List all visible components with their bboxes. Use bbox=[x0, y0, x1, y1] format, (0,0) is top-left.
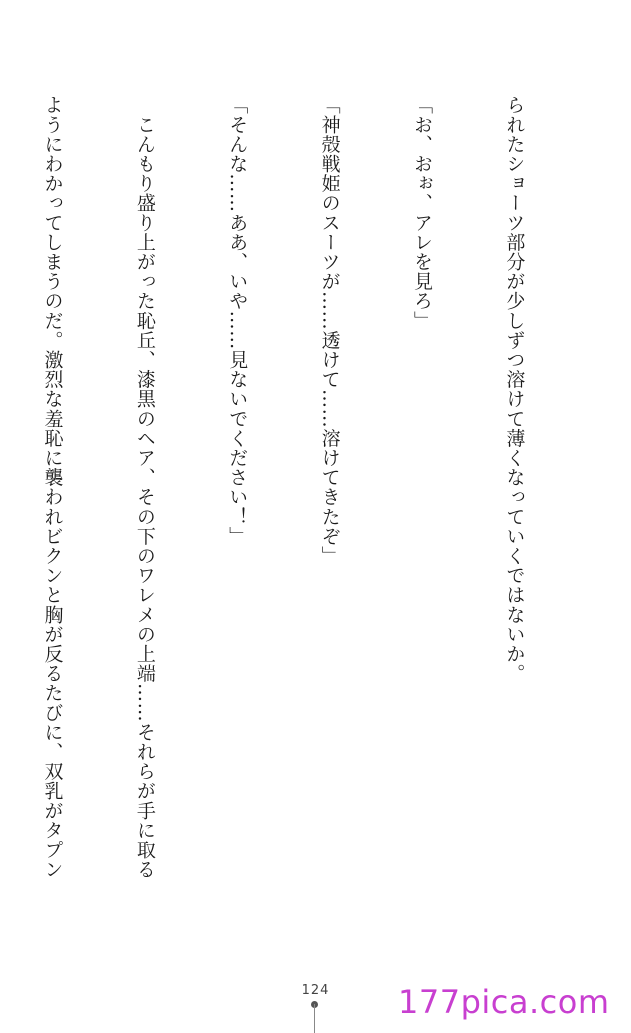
watermark-text: 177pica.com bbox=[398, 983, 610, 1021]
text-line-4: 「そんな……ああ、いや……見ないでください！」 bbox=[226, 95, 249, 546]
novel-body-text bbox=[41, 95, 591, 995]
text-line-3: 「神殻戦姫のスーツが……透けて……溶けてきたぞ」 bbox=[318, 95, 341, 566]
text-line-2: 「お、おぉ、アレを見ろ」 bbox=[411, 95, 434, 331]
text-line-6: ようにわかってしまうのだ。激烈な羞恥に襲われビクンと胸が反るたびに、双乳がタプン bbox=[41, 95, 64, 879]
folio-stem-ornament bbox=[314, 1004, 315, 1033]
page-number: 124 bbox=[301, 983, 330, 998]
text-line-5: こんもり盛り上がった恥丘、漆黒のヘア、その下のワレメの上端……それらが手に取る bbox=[133, 95, 156, 879]
text-line-1: られたショーツ部分が少しずつ溶けて薄くなっていくではないか。 bbox=[503, 95, 526, 683]
